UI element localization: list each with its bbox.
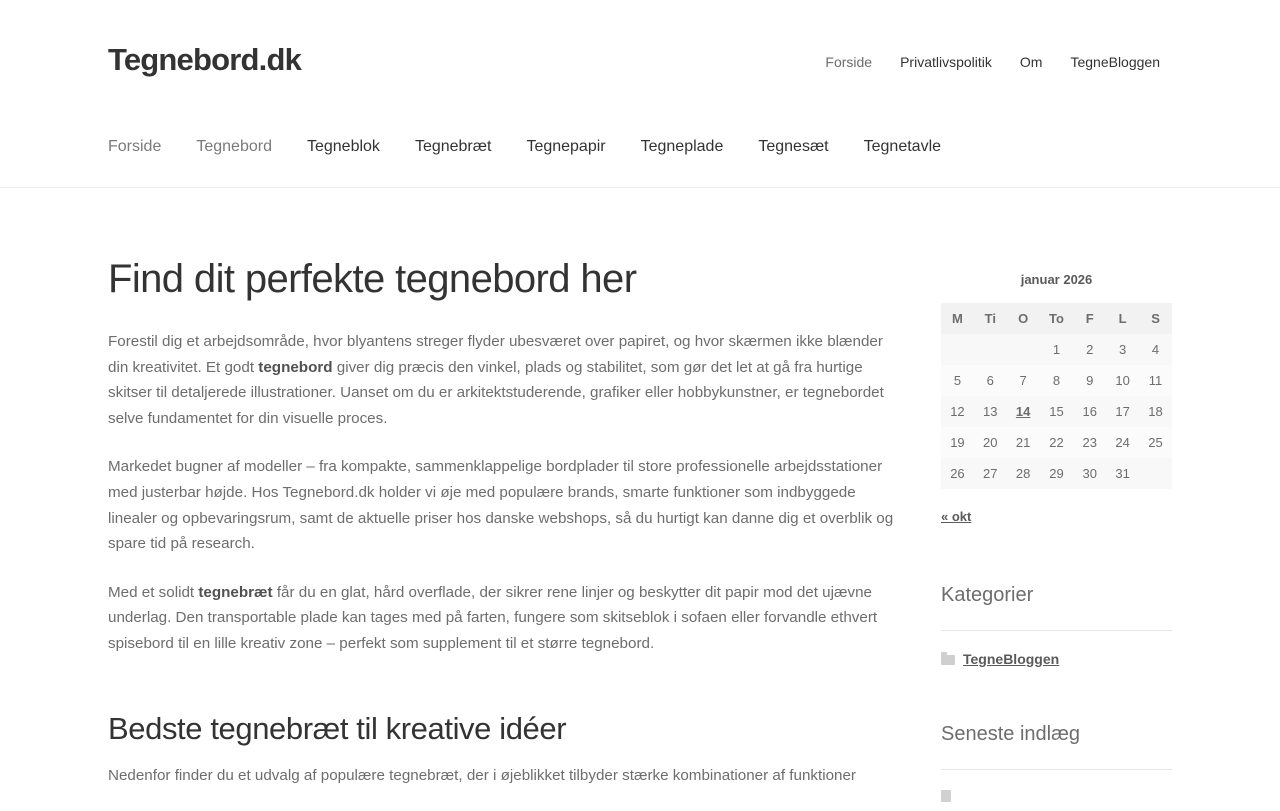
calendar-day: 26 [941, 458, 974, 489]
calendar-day: 1 [1040, 334, 1074, 365]
calendar-day: 15 [1040, 396, 1074, 427]
recent-post-item [941, 790, 1172, 802]
calendar-day: 30 [1073, 458, 1106, 489]
recent-posts-widget-title: Seneste indlæg [941, 723, 1172, 770]
categories-list [941, 651, 1172, 667]
document-icon [941, 790, 951, 802]
calendar-day: 24 [1106, 427, 1139, 458]
primary-nav-forside[interactable]: Forside [108, 138, 162, 155]
calendar-day: 19 [941, 427, 974, 458]
calendar-day: 18 [1139, 396, 1172, 427]
recent-posts-list [941, 790, 1172, 802]
products-intro-paragraph: Nedenfor finder du et udvalg af populære tegnebræt, der i øjeblikket tilbyder stærke kombinationer af funktioner [108, 766, 856, 784]
primary-nav-tegnepapir[interactable]: Tegnepapir [526, 138, 606, 155]
calendar-day: 20 [974, 427, 1007, 458]
intro-text-a: Forestil dig et arbejdsområde, hvor blyantens streger flyder ubesværet over papiret, og hvor skærmen ikke blænder din kreativitet. Et godt [108, 333, 883, 376]
primary-nav [108, 138, 941, 156]
weekday-label: To [1040, 303, 1074, 334]
weekday-label: Ti [974, 303, 1007, 334]
secondary-nav-forside[interactable]: Forside [825, 54, 873, 70]
calendar-day: 23 [1073, 427, 1106, 458]
intro-keyword: tegnebord [258, 358, 333, 376]
secondary-nav [825, 54, 1160, 70]
primary-nav-tegneblok[interactable]: Tegneblok [306, 138, 380, 155]
folder-icon [941, 655, 955, 665]
calendar-day: 21 [1007, 427, 1040, 458]
calendar-day [1007, 334, 1040, 365]
intro-paragraph [108, 329, 898, 431]
calendar-day: 10 [1106, 365, 1139, 396]
calendar-day-today[interactable]: 14 [1007, 396, 1040, 427]
weekday-label: S [1139, 303, 1172, 334]
calendar-week-row [941, 427, 1172, 458]
sidebar [941, 268, 1172, 802]
category-item [941, 651, 1172, 667]
calendar-day: 25 [1139, 427, 1172, 458]
secondary-nav-om[interactable]: Om [1019, 54, 1043, 70]
calendar-day [974, 334, 1007, 365]
tegnebraet-paragraph [108, 580, 898, 657]
primary-nav-tegneplade[interactable]: Tegneplade [640, 138, 724, 155]
calendar-day: 31 [1106, 458, 1139, 489]
calendar-day: 17 [1106, 396, 1139, 427]
primary-nav-tegnebraet[interactable]: Tegnebræt [414, 138, 492, 155]
calendar-day: 29 [1040, 458, 1074, 489]
site-title-link[interactable]: Tegnebord.dk [108, 42, 302, 77]
calendar-day: 7 [1007, 365, 1040, 396]
primary-nav-tegnesaet[interactable]: Tegnesæt [758, 138, 829, 155]
calendar-day: 8 [1040, 365, 1074, 396]
calendar-week-row [941, 365, 1172, 396]
calendar-day: 28 [1007, 458, 1040, 489]
weekday-label: F [1073, 303, 1106, 334]
market-paragraph: Markedet bugner af modeller – fra kompakte, sammenklappelige bordplader til store professionelle arbejdsstationer med justerbar højde. Hos Tegnebord.dk holder vi øje med populære brands, smarte funktioner som indbyggede linealer og opbevaringsrum, samt de aktuelle priser hos danske webshops, så du hurtigt kan danne dig et overblik og spare tid på research. [108, 458, 894, 553]
calendar-week-row [941, 458, 1172, 489]
recent-posts-widget [941, 723, 1172, 802]
tegnebraet-keyword: tegnebræt [198, 583, 273, 601]
calendar-day: 16 [1073, 396, 1106, 427]
calendar-day: 2 [1073, 334, 1106, 365]
calendar-day [941, 334, 974, 365]
calendar-day: 9 [1073, 365, 1106, 396]
secondary-nav-tegnebloggen[interactable]: TegneBloggen [1070, 54, 1160, 70]
calendar-day: 4 [1139, 334, 1172, 365]
calendar-day: 12 [941, 396, 974, 427]
main-content [108, 255, 898, 811]
weekday-label: L [1106, 303, 1139, 334]
calendar-table [941, 303, 1172, 489]
calendar-prev-month-link[interactable]: « okt [941, 509, 972, 524]
categories-widget-title: Kategorier [941, 584, 1172, 631]
weekday-label: M [941, 303, 974, 334]
calendar-day: 3 [1106, 334, 1139, 365]
calendar-day: 22 [1040, 427, 1074, 458]
calendar-caption: januar 2026 [1020, 272, 1093, 287]
secondary-nav-privatlivspolitik[interactable]: Privatlivspolitik [900, 54, 992, 70]
calendar-day: 5 [941, 365, 974, 396]
primary-nav-tegnetavle[interactable]: Tegnetavle [863, 138, 942, 155]
tegnebraet-text-a: Med et solidt [108, 583, 199, 601]
calendar-day: 13 [974, 396, 1007, 427]
site-header [0, 0, 1280, 188]
section-title: Bedste tegnebræt til kreative idéer [108, 710, 567, 746]
category-link-tegnebloggen[interactable]: TegneBloggen [963, 651, 1060, 667]
page-title: Find dit perfekte tegnebord her [108, 257, 637, 301]
calendar-day: 11 [1139, 365, 1172, 396]
calendar-day: 6 [974, 365, 1007, 396]
tegnebraet-text-b: får du en glat, hård overflade, der sikrer rene linjer og beskytter dit papir mod det ujævne underlag. Den transportable plade kan tages med på farten, fungere som skitseblok i sofaen eller forvandle ethvert spisebord til en lille kreativ zone – perfekt som supplement til et større tegnebord. [108, 583, 878, 652]
weekday-label: O [1007, 303, 1040, 334]
calendar-week-row [941, 334, 1172, 365]
calendar-weekday-row [941, 303, 1172, 334]
calendar-week-row [941, 396, 1172, 427]
intro-text-b: giver dig præcis den vinkel, plads og stabilitet, som gør det let at gå fra hurtige skitser til detaljerede illustrationer. Uanset om du er arkitektstuderende, grafiker eller hobbykunstner, er tegnebordet selve fundamentet for din visuelle proces. [108, 358, 884, 427]
calendar-day [1139, 458, 1172, 489]
categories-widget [941, 584, 1172, 667]
calendar-day: 27 [974, 458, 1007, 489]
primary-nav-tegnebord[interactable]: Tegnebord [196, 138, 272, 155]
